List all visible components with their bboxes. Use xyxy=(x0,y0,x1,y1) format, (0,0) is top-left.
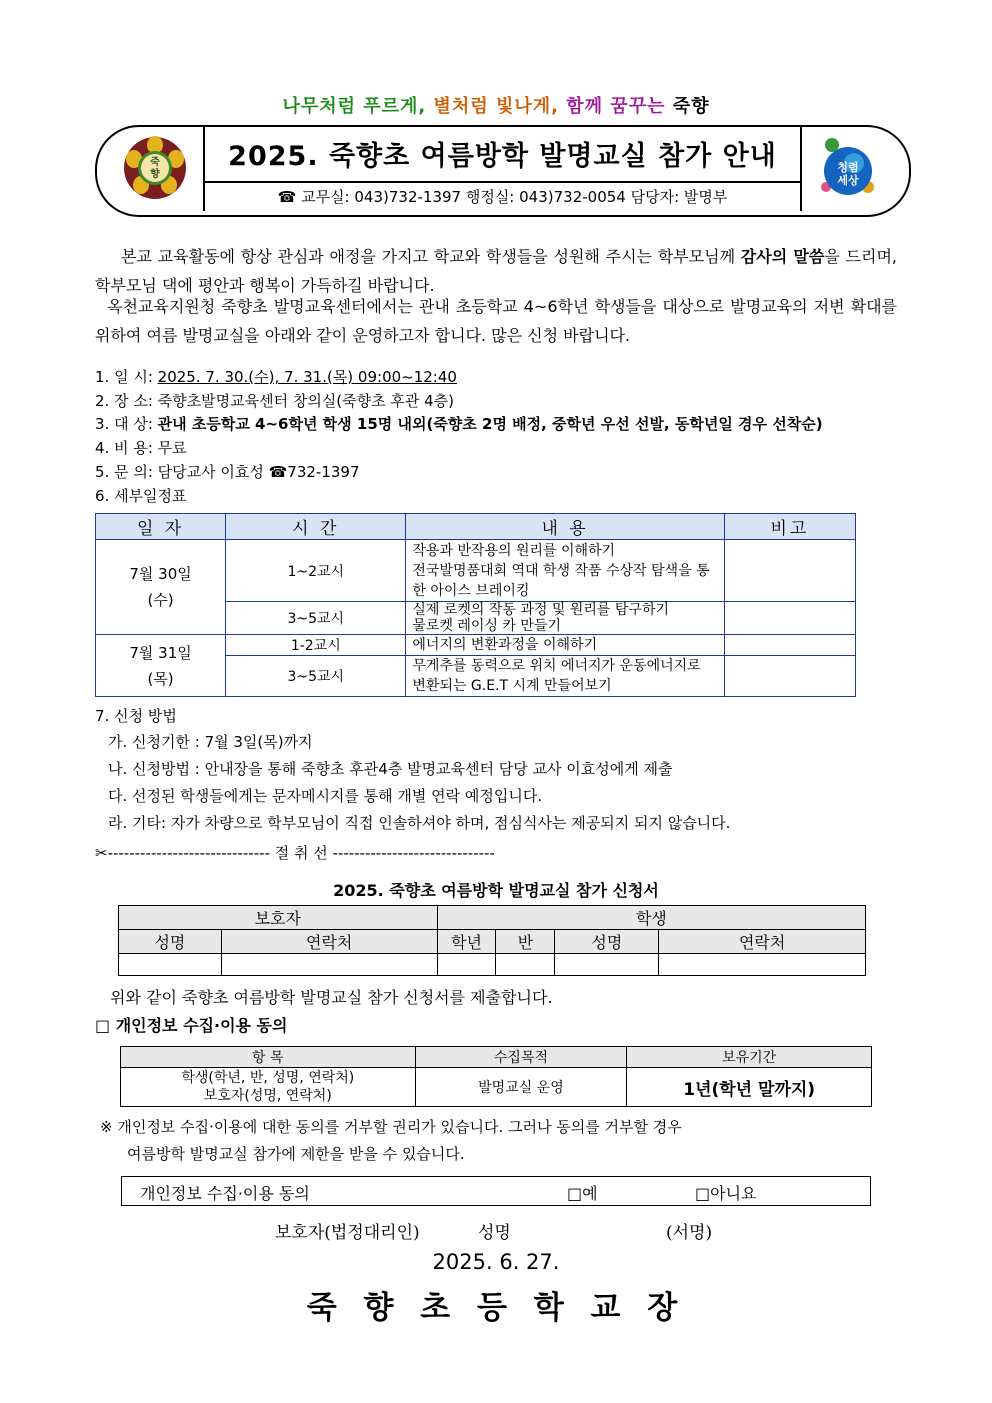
schedule-note xyxy=(724,540,855,602)
item-inquiry: 5. 문 의: 담당교사 이효성 ☎732-1397 xyxy=(95,463,360,481)
schedule-content: 실제 로켓의 작동 과정 및 원리를 탐구하기 물로켓 레이싱 카 만들기 xyxy=(406,602,724,635)
item-date-label: 1. 일 시: xyxy=(95,368,158,386)
apply-etc: 라. 기타: 자가 차량으로 학부모님이 직접 인솔하셔야 하며, 점심식사는 제공되지 되지 않습니다. xyxy=(108,814,731,832)
integrity-logo-icon xyxy=(812,133,884,205)
privacy-purpose: 발명교실 운영 xyxy=(415,1068,627,1107)
form-col-guardian-phone: 연락처 xyxy=(221,930,437,954)
header-divider-right xyxy=(800,127,802,211)
grade-field[interactable] xyxy=(437,954,496,976)
signature-guardian: 보호자(법정대리인) xyxy=(275,1223,420,1243)
schedule-time: 1-2교시 xyxy=(226,635,406,656)
privacy-period: 1년(학년 말까지) xyxy=(627,1068,872,1107)
privacy-heading: □ 개인정보 수집·이용 동의 xyxy=(95,1016,288,1035)
day2-date: 7월 31일 xyxy=(129,643,192,662)
slogan xyxy=(0,92,992,118)
intro-paragraph-2: 옥천교육지원청 죽향초 발명교육센터에서는 관내 초등학교 4~6학년 학생들을 대상으로 발명교육의 저변 확대를 위하여 여름 발명교실을 아래와 같이 운영하고자 합니다. 많은 신청 바랍니다. xyxy=(95,297,897,345)
schedule-time: 3~5교시 xyxy=(226,656,406,697)
schedule-note xyxy=(724,635,855,656)
consent-label: 개인정보 수집·이용 동의 xyxy=(140,1184,310,1203)
schedule-note xyxy=(724,656,855,697)
schedule-day1 xyxy=(96,540,226,635)
item-place: 2. 장 소: 죽향초발명교육센터 창의실(죽향초 후관 4층) xyxy=(95,392,455,410)
slogan-part-3: 함께 꿈꾸는 xyxy=(566,96,666,117)
form-guardian-header: 보호자 xyxy=(119,906,438,930)
slogan-part-4: 죽향 xyxy=(672,96,710,117)
svg-text:세상: 세상 xyxy=(837,174,859,187)
page-title: 2025. 죽향초 여름방학 발명교실 참가 안내 xyxy=(228,141,777,172)
day1-date: 7월 30일 xyxy=(129,565,192,583)
consent-no-checkbox[interactable]: □아니요 xyxy=(695,1184,757,1203)
signature-name-label: 성명 xyxy=(478,1223,511,1243)
guardian-phone-field[interactable] xyxy=(221,954,437,976)
slogan-part-2: 별처럼 빛나게, xyxy=(433,96,559,117)
schedule-header-date: 일 자 xyxy=(96,514,226,540)
privacy-item: 학생(학년, 반, 성명, 연락처) 보호자(성명, 연락처) xyxy=(121,1068,416,1107)
application-form-table xyxy=(118,905,866,976)
item-target xyxy=(95,413,823,436)
schedule-table xyxy=(95,513,856,697)
item-date xyxy=(95,366,457,389)
form-student-header: 학생 xyxy=(437,906,865,930)
schedule-header-note: 비고 xyxy=(724,514,855,540)
svg-text:청렴: 청렴 xyxy=(837,161,859,174)
student-name-field[interactable] xyxy=(555,954,659,976)
consent-box xyxy=(121,1176,871,1206)
schedule-note xyxy=(724,602,855,635)
contact-line: ☎ 교무실: 043)732-1397 행정실: 043)732-0054 담당자: 발명부 xyxy=(277,188,728,206)
privacy-header-purpose: 수집목적 xyxy=(415,1047,627,1068)
form-col-grade: 학년 xyxy=(437,930,496,954)
apply-deadline: 가. 신청기한 : 7월 3일(목)까지 xyxy=(108,733,313,751)
item-date-value: 2025. 7. 30.(수), 7. 31.(목) 09:00~12:40 xyxy=(157,368,457,386)
privacy-header-item: 항 목 xyxy=(121,1047,416,1068)
schedule-content: 작용과 반작용의 원리를 이해하기 전국발명품대회 역대 학생 작품 수상작 탐색을 통한 아이스 브레이킹 xyxy=(406,540,724,602)
svg-text:죽: 죽 xyxy=(150,157,160,168)
consent-yes-checkbox[interactable]: □예 xyxy=(567,1184,598,1203)
item-target-label: 3. 대 상: xyxy=(95,415,158,433)
slogan-part-1: 나무처럼 푸르게, xyxy=(282,96,427,117)
apply-notice: 다. 선정된 학생들에게는 문자메시지를 통해 개별 연락 예정입니다. xyxy=(108,787,543,805)
privacy-note-2: 여름방학 발명교실 참가에 제한을 받을 수 있습니다. xyxy=(127,1145,465,1163)
schedule-time: 1~2교시 xyxy=(226,540,406,602)
school-emblem-icon xyxy=(122,135,188,201)
apply-title: 7. 신청 방법 xyxy=(95,707,177,725)
schedule-header-content: 내 용 xyxy=(406,514,724,540)
day2-dow: (목) xyxy=(147,669,174,688)
form-col-class: 반 xyxy=(496,930,555,954)
item-target-value: 관내 초등학교 4~6학년 학생 15명 내외(죽향초 2명 배정, 중학년 우선 선발, 동학년일 경우 선착순) xyxy=(157,415,823,433)
cut-line: ✂------------------------------ 절 취 선 ------------------------------ xyxy=(95,844,495,862)
schedule-content: 에너지의 변환과정을 이해하기 xyxy=(406,635,724,656)
form-title: 2025. 죽향초 여름방학 발명교실 참가 신청서 xyxy=(333,881,659,900)
guardian-name-field[interactable] xyxy=(119,954,222,976)
schedule-header-time: 시 간 xyxy=(226,514,406,540)
schedule-day2 xyxy=(96,635,226,697)
form-col-student-name: 성명 xyxy=(555,930,659,954)
day1-dow: (수) xyxy=(147,591,174,609)
header-divider-h xyxy=(203,181,801,183)
apply-method: 나. 신청방법 : 안내장을 통해 죽향초 후관4층 발명교육센터 담당 교사 이효성에게 제출 xyxy=(108,760,673,778)
signature-sign[interactable]: (서명) xyxy=(666,1223,713,1243)
class-field[interactable] xyxy=(496,954,555,976)
form-col-guardian-name: 성명 xyxy=(119,930,222,954)
privacy-header-period: 보유기간 xyxy=(627,1047,872,1068)
item-cost: 4. 비 용: 무료 xyxy=(95,439,187,457)
schedule-time: 3~5교시 xyxy=(226,602,406,635)
principal: 죽 향 초 등 학 교 장 xyxy=(306,1290,686,1326)
privacy-note-1: ※ 개인정보 수집·이용에 대한 동의를 거부할 권리가 있습니다. 그러나 동의를 거부할 경우 xyxy=(100,1118,682,1136)
item-schedule-heading: 6. 세부일정표 xyxy=(95,487,187,505)
intro-text-a: 본교 교육활동에 항상 관심과 애정을 가지고 학교와 학생들을 성원해 주시는 학부모님께 xyxy=(121,247,741,266)
student-phone-field[interactable] xyxy=(659,954,866,976)
privacy-table xyxy=(120,1046,872,1107)
svg-text:향: 향 xyxy=(150,169,160,180)
submit-text: 위와 같이 죽향초 여름방학 발명교실 참가 신청서를 제출합니다. xyxy=(110,988,553,1007)
issue-date: 2025. 6. 27. xyxy=(432,1250,560,1274)
schedule-content: 무게추를 동력으로 위치 에너지가 운동에너지로 변환되는 G.E.T 시계 만들어보기 xyxy=(406,656,724,697)
intro-text-c: 을 드리며, 학부모님 댁에 평안과 행복이 가득하길 바랍니다. xyxy=(95,247,897,295)
intro-text-bold: 감사의 말씀 xyxy=(740,247,825,266)
form-col-student-phone: 연락처 xyxy=(659,930,866,954)
